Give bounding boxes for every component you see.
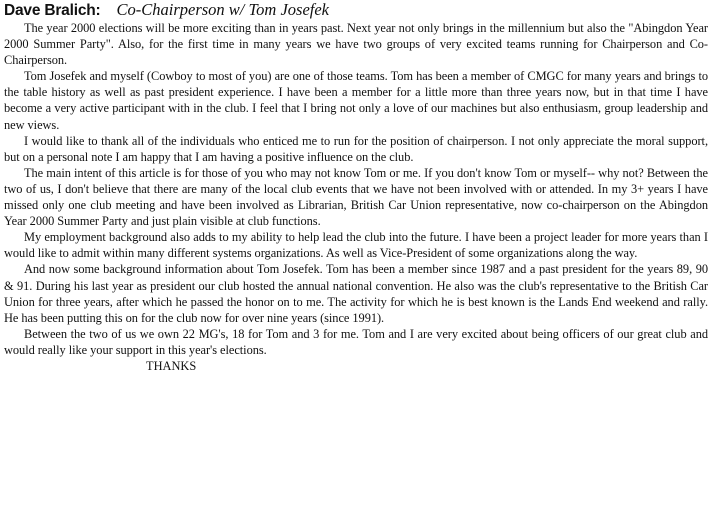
signoff-thanks: THANKS — [146, 358, 197, 373]
paragraph-elections-intro: The year 2000 elections will be more exciting than in years past. Next year not only brings in the millennium but also the "Abingdon Year 2000 Summer Party". Also, for the first time in many years we have two groups of very excited teams running for Chairperson and Co-Chairperson. — [4, 21, 708, 68]
paragraph-thanks: I would like to thank all of the individuals who enticed me to run for the position of chairperson. I not only appreciate the moral support, but on a personal note I am happy that I am having a positive influence on the club. — [4, 133, 708, 164]
paragraph-closing-remarks: Between the two of us we own 22 MG's, 18 for Tom and 3 for me. Tom and I are very excited about being officers of our great club and would really like your support in this year's elections. — [4, 326, 708, 357]
paragraph-tom-background: And now some background information about Tom Josefek. Tom has been a member since 1987 and a past president for the years 89, 90 & 91. During his last year as president our club hosted the annual national convention. He also was the club's representative to the British Car Union for three years, after which he passed the honor on to me. The activity for which he is best known is the Lands End weekend and rally. He has been putting this on for the club now for over nine years (since 1991). — [4, 262, 708, 325]
paragraph-main-intent: The main intent of this article is for those of you who may not know Tom or me. If you don't know Tom or myself-- why not? Between the two of us, I don't believe that there are many of the local club events that we have not been involved with or attended. In my 3+ years I have missed only one club meeting and have been involved as Librarian, British Car Union representative, now co-chairperson on the Abingdon Year 2000 Summer Party and just plain visible at club functions. — [4, 165, 708, 229]
article-subtitle: Co-Chairperson w/ Tom Josefek — [116, 0, 330, 19]
author-name: Dave Bralich: — [4, 2, 101, 19]
article-heading — [4, 0, 708, 20]
paragraph-employment: My employment background also adds to my ability to help lead the club into the future. I have been a project leader for more years than I would like to admit within many different systems organizations. As well as Vice-President of some organizations along the way. — [4, 230, 708, 261]
article — [4, 0, 708, 374]
article-body — [4, 20, 708, 358]
paragraph-team-intro: Tom Josefek and myself (Cowboy to most of you) are one of those teams. Tom has been a member of CMGC for many years and brings to the table history as well as past president experience. I have been a member for a little more than three years now, but in that time I have become a very active participant with in the club. I feel that I bring not only a love of our machines but also enthusiasm, group leadership and new views. — [4, 69, 708, 132]
